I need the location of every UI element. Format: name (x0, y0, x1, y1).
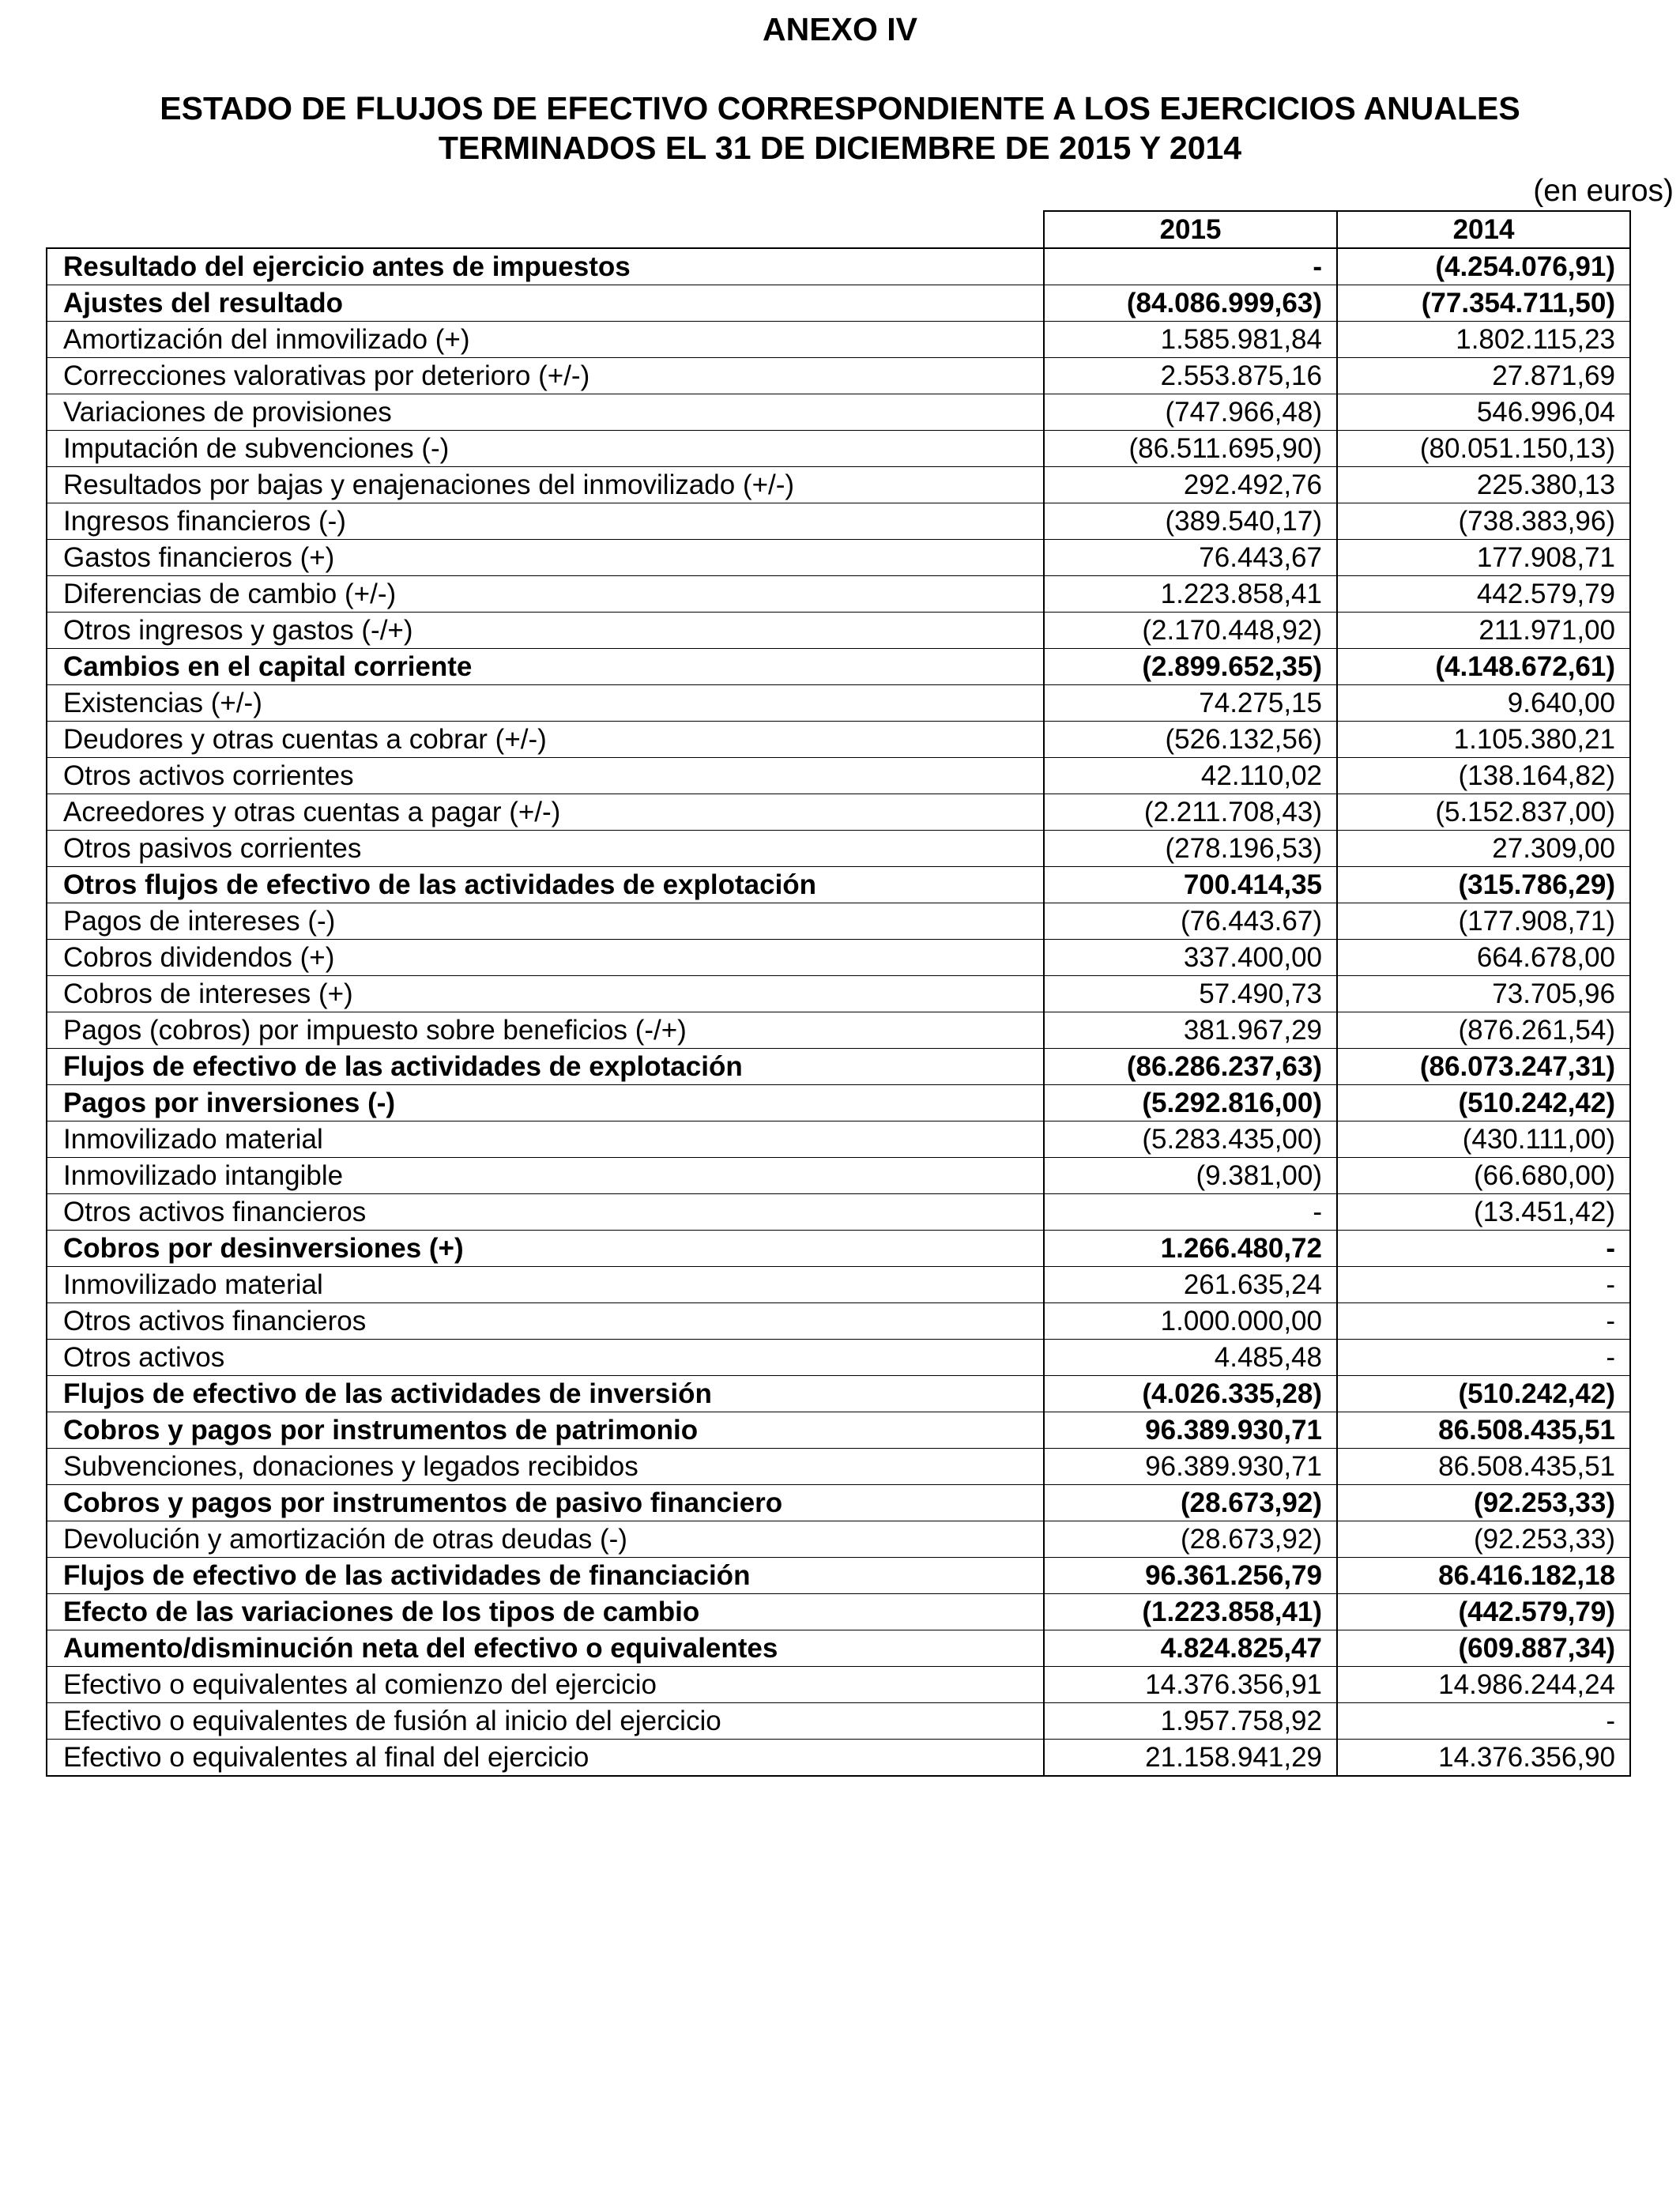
table-row (47, 503, 1630, 540)
table-row (47, 1412, 1630, 1449)
row-label: Efecto de las variaciones de los tipos de cambio (47, 1594, 1044, 1630)
row-label: Flujos de efectivo de las actividades de explotación (47, 1049, 1044, 1085)
row-label: Otros flujos de efectivo de las actividades de explotación (47, 867, 1044, 903)
row-label: Flujos de efectivo de las actividades de financiación (47, 1558, 1044, 1594)
row-label: Devolución y amortización de otras deudas (-) (47, 1521, 1044, 1558)
value-2014: 546.996,04 (1337, 394, 1630, 431)
value-2014: (442.579,79) (1337, 1594, 1630, 1630)
table-row (47, 248, 1630, 285)
row-label: Resultado del ejercicio antes de impuestos (47, 248, 1044, 285)
value-2014: (430.111,00) (1337, 1122, 1630, 1158)
value-2015: 1.266.480,72 (1044, 1231, 1337, 1267)
table-row (47, 1303, 1630, 1340)
value-2015: 14.376.356,91 (1044, 1667, 1337, 1703)
value-2015: 1.000.000,00 (1044, 1303, 1337, 1340)
value-2015: (9.381,00) (1044, 1158, 1337, 1194)
row-label: Cobros por desinversiones (+) (47, 1231, 1044, 1267)
row-label: Pagos (cobros) por impuesto sobre beneficios (-/+) (47, 1012, 1044, 1049)
value-2014: 86.416.182,18 (1337, 1558, 1630, 1594)
value-2014: - (1337, 1303, 1630, 1340)
table-row (47, 758, 1630, 794)
row-label: Efectivo o equivalentes de fusión al inicio del ejercicio (47, 1703, 1044, 1740)
header-blank-cell (47, 211, 1044, 248)
table-row (47, 1376, 1630, 1412)
value-2015: (5.292.816,00) (1044, 1085, 1337, 1122)
row-label: Aumento/disminución neta del efectivo o equivalentes (47, 1630, 1044, 1667)
table-row (47, 1049, 1630, 1085)
value-2014: (510.242,42) (1337, 1085, 1630, 1122)
table-row (47, 649, 1630, 685)
value-2014: (66.680,00) (1337, 1158, 1630, 1194)
row-label: Variaciones de provisiones (47, 394, 1044, 431)
row-label: Efectivo o equivalentes al comienzo del ejercicio (47, 1667, 1044, 1703)
table-row (47, 285, 1630, 322)
value-2015: 292.492,76 (1044, 467, 1337, 503)
column-header-2014: 2014 (1337, 211, 1630, 248)
value-2015: 4.485,48 (1044, 1340, 1337, 1376)
value-2015: 21.158.941,29 (1044, 1740, 1337, 1777)
row-label: Otros activos corrientes (47, 758, 1044, 794)
value-2015: 381.967,29 (1044, 1012, 1337, 1049)
value-2015: 96.361.256,79 (1044, 1558, 1337, 1594)
value-2015: (84.086.999,63) (1044, 285, 1337, 322)
value-2014: 73.705,96 (1337, 976, 1630, 1012)
value-2014: (92.253,33) (1337, 1485, 1630, 1521)
row-label: Cobros y pagos por instrumentos de pasivo financiero (47, 1485, 1044, 1521)
row-label: Acreedores y otras cuentas a pagar (+/-) (47, 794, 1044, 831)
value-2014: 177.908,71 (1337, 540, 1630, 576)
table-row (47, 1740, 1630, 1777)
table-row (47, 1630, 1630, 1667)
value-2015: 4.824.825,47 (1044, 1630, 1337, 1667)
row-label: Ingresos financieros (-) (47, 503, 1044, 540)
table-row (47, 867, 1630, 903)
value-2014: (5.152.837,00) (1337, 794, 1630, 831)
value-2015: (4.026.335,28) (1044, 1376, 1337, 1412)
table-row (47, 1012, 1630, 1049)
table-row (47, 467, 1630, 503)
value-2014: (4.148.672,61) (1337, 649, 1630, 685)
value-2014: (315.786,29) (1337, 867, 1630, 903)
row-label: Otros activos financieros (47, 1303, 1044, 1340)
value-2015: 96.389.930,71 (1044, 1412, 1337, 1449)
value-2014: 225.380,13 (1337, 467, 1630, 503)
value-2015: (5.283.435,00) (1044, 1122, 1337, 1158)
row-label: Resultados por bajas y enajenaciones del inmovilizado (+/-) (47, 467, 1044, 503)
table-row (47, 1085, 1630, 1122)
table-row (47, 358, 1630, 394)
value-2015: 42.110,02 (1044, 758, 1337, 794)
table-row (47, 1449, 1630, 1485)
row-label: Inmovilizado material (47, 1122, 1044, 1158)
row-label: Cobros de intereses (+) (47, 976, 1044, 1012)
table-row (47, 1521, 1630, 1558)
table-row (47, 322, 1630, 358)
table-row (47, 576, 1630, 613)
table-row (47, 1267, 1630, 1303)
row-label: Correcciones valorativas por deterioro (+/-) (47, 358, 1044, 394)
value-2015: 1.957.758,92 (1044, 1703, 1337, 1740)
value-2014: (177.908,71) (1337, 903, 1630, 940)
value-2015: 1.585.981,84 (1044, 322, 1337, 358)
value-2015: (28.673,92) (1044, 1485, 1337, 1521)
document-title (0, 89, 1680, 168)
table-row (47, 1485, 1630, 1521)
table-header (47, 211, 1630, 248)
value-2014: (77.354.711,50) (1337, 285, 1630, 322)
row-label: Gastos financieros (+) (47, 540, 1044, 576)
value-2015: 2.553.875,16 (1044, 358, 1337, 394)
table-row (47, 613, 1630, 649)
value-2014: 1.802.115,23 (1337, 322, 1630, 358)
value-2015: - (1044, 1194, 1337, 1231)
row-label: Deudores y otras cuentas a cobrar (+/-) (47, 722, 1044, 758)
annex-heading: ANEXO IV (763, 11, 917, 47)
value-2015: 1.223.858,41 (1044, 576, 1337, 613)
value-2014: 27.871,69 (1337, 358, 1630, 394)
value-2014: 14.376.356,90 (1337, 1740, 1630, 1777)
row-label: Ajustes del resultado (47, 285, 1044, 322)
value-2014: - (1337, 1340, 1630, 1376)
value-2015: (76.443.67) (1044, 903, 1337, 940)
value-2014: (138.164,82) (1337, 758, 1630, 794)
table-row (47, 1340, 1630, 1376)
row-label: Inmovilizado intangible (47, 1158, 1044, 1194)
row-label: Diferencias de cambio (+/-) (47, 576, 1044, 613)
value-2015: (2.899.652,35) (1044, 649, 1337, 685)
value-2014: - (1337, 1267, 1630, 1303)
value-2014: 86.508.435,51 (1337, 1449, 1630, 1485)
table-row (47, 685, 1630, 722)
title-line-2: TERMINADOS EL 31 DE DICIEMBRE DE 2015 Y 2014 (438, 130, 1242, 166)
value-2014: - (1337, 1703, 1630, 1740)
row-label: Cobros dividendos (+) (47, 940, 1044, 976)
value-2015: 261.635,24 (1044, 1267, 1337, 1303)
row-label: Existencias (+/-) (47, 685, 1044, 722)
table-row (47, 1558, 1630, 1594)
value-2014: 211.971,00 (1337, 613, 1630, 649)
column-header-2015: 2015 (1044, 211, 1337, 248)
value-2015: 57.490,73 (1044, 976, 1337, 1012)
value-2014: 442.579,79 (1337, 576, 1630, 613)
value-2015: - (1044, 248, 1337, 285)
row-label: Efectivo o equivalentes al final del ejercicio (47, 1740, 1044, 1777)
value-2015: 337.400,00 (1044, 940, 1337, 976)
value-2014: (4.254.076,91) (1337, 248, 1630, 285)
table-row (47, 394, 1630, 431)
value-2015: (1.223.858,41) (1044, 1594, 1337, 1630)
table-row (47, 940, 1630, 976)
row-label: Flujos de efectivo de las actividades de inversión (47, 1376, 1044, 1412)
value-2014: (13.451,42) (1337, 1194, 1630, 1231)
value-2015: (389.540,17) (1044, 503, 1337, 540)
table-row (47, 1594, 1630, 1630)
value-2014: (80.051.150,13) (1337, 431, 1630, 467)
value-2015: (86.286.237,63) (1044, 1049, 1337, 1085)
table-row (47, 1667, 1630, 1703)
value-2014: 27.309,00 (1337, 831, 1630, 867)
units-note: (en euros) (1533, 174, 1674, 208)
table-row (47, 1231, 1630, 1267)
value-2014: - (1337, 1231, 1630, 1267)
value-2014: 1.105.380,21 (1337, 722, 1630, 758)
value-2014: (738.383,96) (1337, 503, 1630, 540)
value-2014: (510.242,42) (1337, 1376, 1630, 1412)
value-2014: (92.253,33) (1337, 1521, 1630, 1558)
value-2015: (526.132,56) (1044, 722, 1337, 758)
row-label: Inmovilizado material (47, 1267, 1044, 1303)
row-label: Cobros y pagos por instrumentos de patrimonio (47, 1412, 1044, 1449)
table-row (47, 831, 1630, 867)
value-2015: (278.196,53) (1044, 831, 1337, 867)
row-label: Pagos de intereses (-) (47, 903, 1044, 940)
value-2014: 9.640,00 (1337, 685, 1630, 722)
table-row (47, 722, 1630, 758)
row-label: Imputación de subvenciones (-) (47, 431, 1044, 467)
value-2014: (876.261,54) (1337, 1012, 1630, 1049)
row-label: Amortización del inmovilizado (+) (47, 322, 1044, 358)
value-2015: 76.443,67 (1044, 540, 1337, 576)
table-row (47, 540, 1630, 576)
table-body (47, 248, 1630, 1776)
value-2014: (609.887,34) (1337, 1630, 1630, 1667)
value-2015: (2.211.708,43) (1044, 794, 1337, 831)
row-label: Otros ingresos y gastos (-/+) (47, 613, 1044, 649)
table-row (47, 1703, 1630, 1740)
table-row (47, 976, 1630, 1012)
value-2015: (86.511.695,90) (1044, 431, 1337, 467)
row-label: Otros activos (47, 1340, 1044, 1376)
row-label: Subvenciones, donaciones y legados recibidos (47, 1449, 1044, 1485)
value-2014: 664.678,00 (1337, 940, 1630, 976)
table-row (47, 431, 1630, 467)
value-2015: 700.414,35 (1044, 867, 1337, 903)
value-2015: (2.170.448,92) (1044, 613, 1337, 649)
table-row (47, 1122, 1630, 1158)
title-line-1: ESTADO DE FLUJOS DE EFECTIVO CORRESPONDIENTE A LOS EJERCICIOS ANUALES (160, 90, 1520, 126)
row-label: Otros activos financieros (47, 1194, 1044, 1231)
value-2015: 96.389.930,71 (1044, 1449, 1337, 1485)
table-row (47, 1194, 1630, 1231)
value-2014: (86.073.247,31) (1337, 1049, 1630, 1085)
table-row (47, 794, 1630, 831)
value-2015: (747.966,48) (1044, 394, 1337, 431)
row-label: Otros pasivos corrientes (47, 831, 1044, 867)
value-2014: 86.508.435,51 (1337, 1412, 1630, 1449)
value-2014: 14.986.244,24 (1337, 1667, 1630, 1703)
row-label: Cambios en el capital corriente (47, 649, 1044, 685)
value-2015: 74.275,15 (1044, 685, 1337, 722)
value-2015: (28.673,92) (1044, 1521, 1337, 1558)
row-label: Pagos por inversiones (-) (47, 1085, 1044, 1122)
table-row (47, 903, 1630, 940)
table-row (47, 1158, 1630, 1194)
cash-flow-table (46, 210, 1631, 1777)
